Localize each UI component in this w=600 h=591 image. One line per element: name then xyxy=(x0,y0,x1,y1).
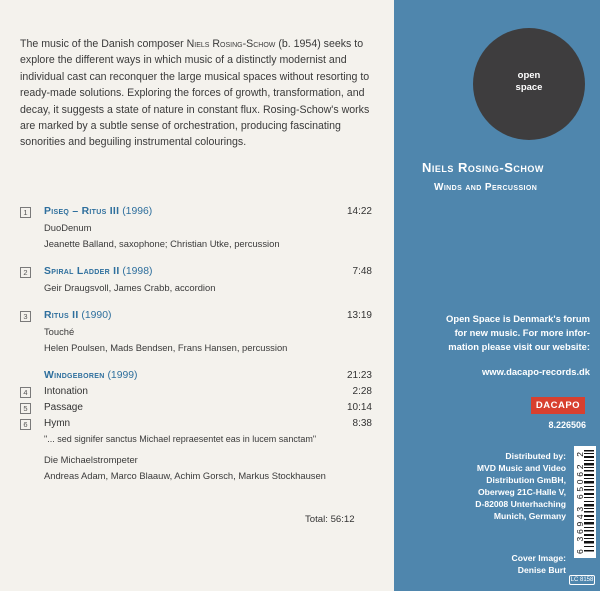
track-number: 1 xyxy=(20,207,31,218)
track-duration: 21:23 xyxy=(346,370,372,381)
track-title xyxy=(44,310,111,321)
ensemble: Touché xyxy=(44,326,75,337)
work-name: Spiral Ladder II xyxy=(44,266,120,277)
label-panel xyxy=(394,0,600,591)
composer-name: Niels Rosing-Schow xyxy=(422,160,544,175)
intro-composer: Niels Rosing-Schow xyxy=(186,38,276,50)
distribution-line: D-82008 Unterhaching xyxy=(475,499,566,509)
track-3 xyxy=(20,310,380,358)
track-duration: 13:19 xyxy=(346,310,372,321)
work-name: Ritus II xyxy=(44,310,79,321)
work-year: (1998) xyxy=(119,266,153,277)
logo-line-1: open xyxy=(517,70,541,81)
performers: Andreas Adam, Marco Blaauw, Achim Gorsch, Markus Stockhausen xyxy=(44,470,326,481)
total-duration: Total: 56:12 xyxy=(305,514,355,525)
ensemble: DuoDenum xyxy=(44,222,92,233)
movement-duration: 10:14 xyxy=(346,402,372,413)
barcode-number: 6 36943 65062 2 xyxy=(575,452,585,554)
performers: Jeanette Balland, saxophone; Christian Utke, percussion xyxy=(44,238,280,249)
movement-duration: 8:38 xyxy=(352,418,372,429)
track-4-windgeboren xyxy=(20,370,380,486)
distribution-line: Distribution GmBH, xyxy=(486,475,566,485)
cover-credit xyxy=(394,552,566,576)
work-name: Windgeboren xyxy=(44,370,105,381)
movement-title: Hymn xyxy=(44,418,71,429)
track-number: 5 xyxy=(20,403,31,414)
track-duration: 14:22 xyxy=(346,206,372,217)
track-number: 2 xyxy=(20,267,31,278)
cover-line: Cover Image: xyxy=(511,553,566,563)
track-duration: 7:48 xyxy=(352,266,372,277)
distribution-line: Distributed by: xyxy=(505,451,566,461)
dacapo-logo: DACAPO xyxy=(531,397,585,414)
track-title xyxy=(44,266,152,277)
distribution-line: Munich, Germany xyxy=(493,511,566,521)
open-space-logo xyxy=(473,28,585,140)
distribution-line: Oberweg 21C-Halle V, xyxy=(477,487,566,497)
quote: "... sed signifer sanctus Michael repraesentet eas in lucem sanctam" xyxy=(44,434,317,444)
work-year: (1990) xyxy=(78,310,112,321)
forum-line: Open Space is Denmark's forum xyxy=(446,313,590,324)
track-2 xyxy=(20,266,380,298)
website-url: www.dacapo-records.dk xyxy=(481,366,590,377)
label-code: LC 8158 xyxy=(570,577,594,583)
work-name: Piseq – Ritus III xyxy=(44,206,120,217)
intro-text-1: The music of the Danish composer xyxy=(20,38,187,50)
intro-paragraph xyxy=(20,36,380,151)
work-year: (1996) xyxy=(119,206,153,217)
cover-line: Denise Burt xyxy=(517,565,566,575)
track-title xyxy=(44,370,138,381)
album-title: Winds and Percussion xyxy=(434,182,538,193)
logo-text xyxy=(473,70,585,94)
barcode-digits xyxy=(577,450,593,554)
distribution-info xyxy=(394,450,566,522)
track-number: 6 xyxy=(20,419,31,430)
track-number: 4 xyxy=(20,387,31,398)
track-title xyxy=(44,206,152,217)
performers: Geir Draugsvoll, James Crabb, accordion xyxy=(44,282,216,293)
ensemble: Die Michaelstrompeter xyxy=(44,454,138,465)
forum-line: for new music. For more infor- xyxy=(454,327,590,338)
movement-title: Passage xyxy=(44,402,83,413)
movement-duration: 2:28 xyxy=(352,386,372,397)
performers: Helen Poulsen, Mads Bendsen, Frans Hansen, percussion xyxy=(44,342,288,353)
intro-text-2: (b. 1954) seeks to explore the different ways in which music of a distinctly modernist and individual cast can reconquer the large musical spaces without resorting to ready-made solutions. Exploring the forces of growth, transformation, and decay, it suggests a state of nature in constant flux. Rosing-Schow's works are marked by a subtle sense of orchestration, producing fascinating sonorities and beguiling instrumental colourings. xyxy=(20,38,370,149)
distribution-line: MVD Music and Video xyxy=(476,463,566,473)
logo-line-2: space xyxy=(515,82,543,93)
track-1 xyxy=(20,206,380,254)
track-number: 3 xyxy=(20,311,31,322)
work-year: (1999) xyxy=(104,370,138,381)
forum-text xyxy=(414,312,590,354)
catalog-number: 8.226506 xyxy=(548,420,586,430)
forum-line: mation please visit our website: xyxy=(448,341,590,352)
movement-title: Intonation xyxy=(44,386,88,397)
